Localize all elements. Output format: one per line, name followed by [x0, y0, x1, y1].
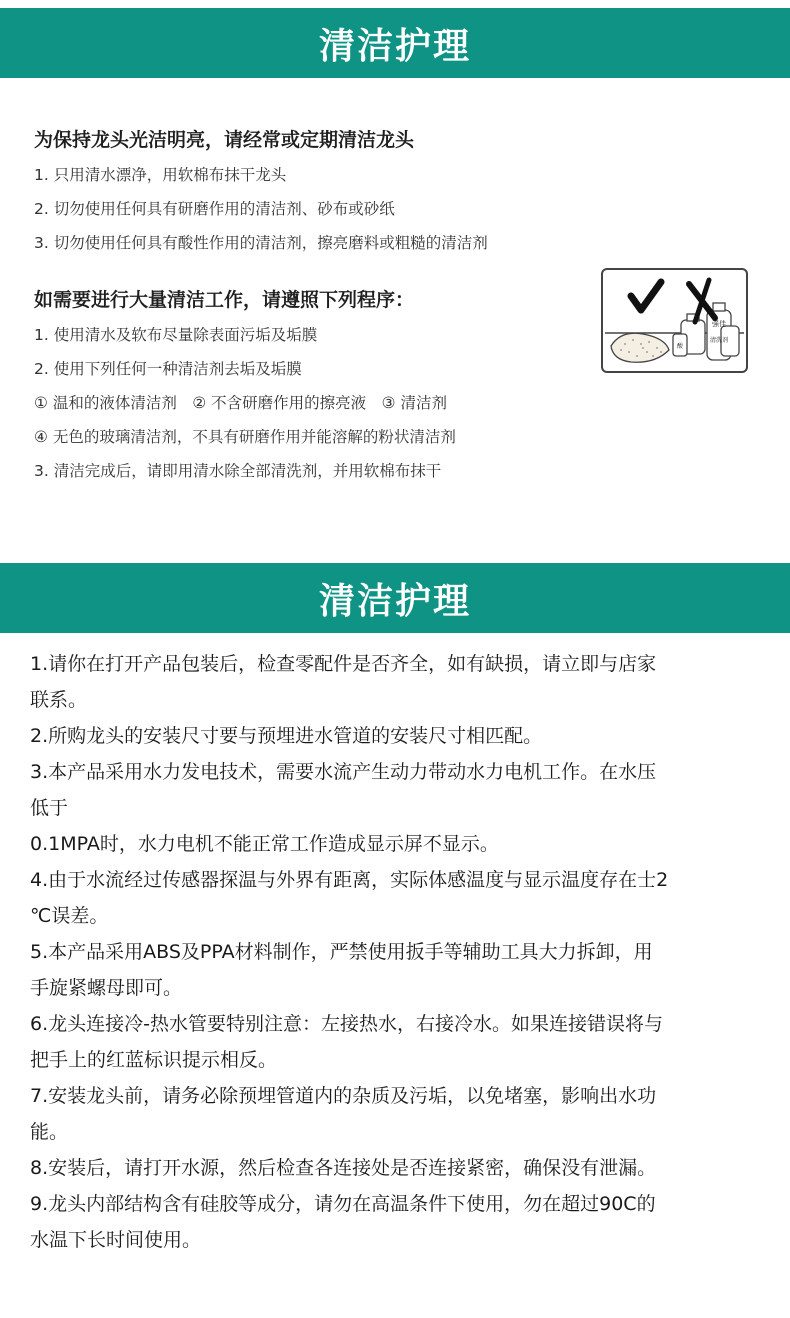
section-banner-cleaning-care-2	[0, 563, 790, 633]
note-line: 7.安装龙头前，请务必除预埋管道内的杂质及污垢，以免堵塞，影响出水功	[30, 1085, 657, 1107]
note-line: 联系。	[30, 689, 88, 711]
note-line: 4.由于水流经过传感器探温与外界有距离，实际体感温度与显示温度存在士2	[30, 869, 669, 891]
note-line: 把手上的红蓝标识提示相反。	[30, 1049, 278, 1071]
list-item: 1. 只用清水漂净，用软棉布抹干龙头	[34, 166, 287, 184]
check-mark-icon	[631, 282, 661, 310]
note-line: 9.龙头内部结构含有硅胶等成分，请勿在高温条件下使用，勿在超过90C的	[30, 1193, 656, 1215]
note-line: 水温下长时间使用。	[30, 1229, 202, 1251]
list-item: 2. 切勿使用任何具有研磨作用的清洁剂、砂布或砂纸	[34, 200, 395, 218]
note-line: 5.本产品采用ABS及PPA材料制作，严禁使用扳手等辅助工具大力拆卸，用	[30, 941, 653, 963]
note-line: ℃误差。	[30, 905, 109, 927]
banner-title: 清洁护理	[318, 580, 471, 622]
note-line: 6.龙头连接冷-热水管要特别注意：左接热水，右接冷水。如果连接错误将与	[30, 1013, 663, 1035]
cleaning-instructions	[34, 122, 594, 488]
cleaning-illustration	[601, 268, 748, 373]
list-item: 2. 使用下列任何一种清洁剂去垢及垢膜	[34, 360, 302, 378]
bottle-label: 强佳	[712, 320, 726, 328]
bottle-label: 酸	[676, 343, 684, 350]
note-line: 能。	[30, 1121, 69, 1143]
list-item: ④ 无色的玻璃清洁剂，不具有研磨作用并能溶解的粉状清洁剂	[34, 428, 456, 446]
heading-regular-cleaning: 为保持龙头光洁明亮，请经常或定期清洁龙头	[34, 129, 415, 151]
note-line: 手旋紧螺母即可。	[30, 977, 183, 999]
note-line: 8.安装后，请打开水源，然后检查各连接处是否连接紧密，确保没有泄漏。	[30, 1157, 657, 1179]
list-item: ① 温和的液体清洁剂 ② 不含研磨作用的擦亮液 ③ 清洁剂	[34, 394, 447, 412]
installation-notes	[30, 646, 770, 1258]
note-line: 3.本产品采用水力发电技术，需要水流产生动力带动水力电机工作。在水压	[30, 761, 657, 783]
cleaning-bottles-icon	[673, 303, 739, 360]
cleaning-illustration-graphic	[603, 270, 746, 371]
list-item: 3. 清洁完成后，请即用清水除全部清洗剂，并用软棉布抹干	[34, 462, 442, 480]
list-item: 1. 使用清水及软布尽量除表面污垢及垢膜	[34, 326, 318, 344]
note-line: 0.1MPA时，水力电机不能正常工作造成显示屏不显示。	[30, 833, 499, 855]
cloth-icon	[611, 333, 669, 362]
note-line: 1.请你在打开产品包装后，检查零配件是否齐全，如有缺损，请立即与店家	[30, 653, 657, 675]
note-line: 低于	[30, 797, 69, 819]
bottle-label: 清洗剂	[709, 337, 729, 344]
note-line: 2.所购龙头的安装尺寸要与预埋进水管道的安装尺寸相匹配。	[30, 725, 543, 747]
banner-title: 清洁护理	[318, 25, 471, 67]
heading-deep-cleaning: 如需要进行大量清洁工作，请遵照下列程序：	[34, 289, 415, 311]
list-item: 3. 切勿使用任何具有酸性作用的清洁剂，擦亮磨料或粗糙的清洁剂	[34, 234, 488, 252]
section-banner-cleaning-care	[0, 8, 790, 78]
